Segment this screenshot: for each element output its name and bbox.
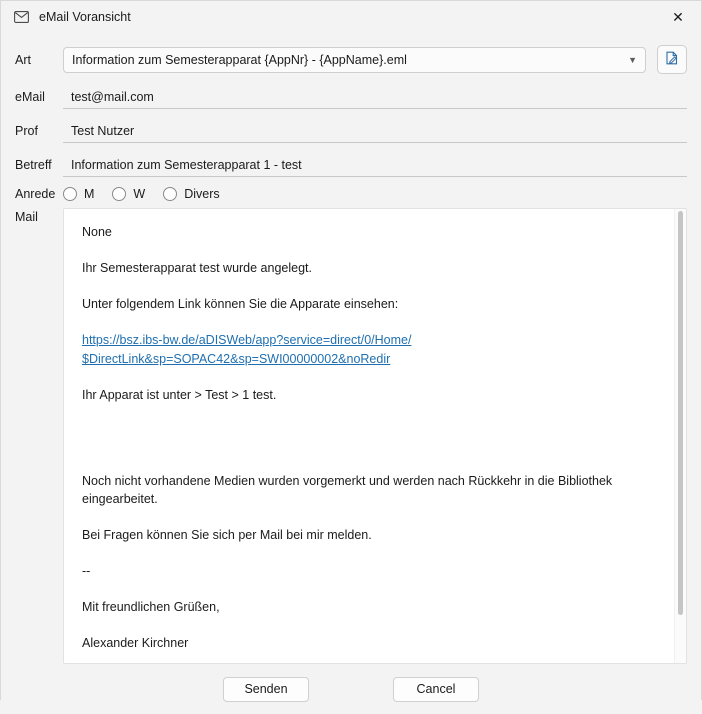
mail-line-4: Noch nicht vorhandene Medien wurden vorgemerkt und werden nach Rückkehr in die Bibliothek eingearbeitet. [82,473,613,506]
radio-circle-icon [163,187,177,201]
chevron-down-icon: ▼ [628,54,637,65]
email-label: eMail [15,90,45,104]
prof-input[interactable]: Test Nutzer [63,119,687,143]
edit-document-icon [664,50,680,69]
apparate-link-line2: $DirectLink&sp=SOPAC42&sp=SWI00000002&noRedir [82,351,391,366]
art-row [15,45,687,74]
mail-scrollbar-thumb[interactable] [678,211,683,615]
mail-line-7: Mit freundlichen Grüßen, [82,600,220,615]
anrede-option-w-label: W [133,187,146,201]
art-select[interactable] [63,47,646,73]
betreff-input[interactable]: Information zum Semesterapparat 1 - test [63,153,687,177]
cancel-button[interactable]: Cancel [393,677,479,702]
mail-body-content [64,209,686,664]
anrede-option-divers-label: Divers [184,187,220,201]
anrede-label: Anrede [15,187,56,201]
form-area [1,33,701,664]
anrede-radio-group [63,187,238,201]
edit-template-button[interactable] [657,45,687,74]
email-row [15,83,687,111]
apparate-link[interactable] [82,331,668,367]
mail-label: Mail [15,210,38,224]
mail-line-1: Ihr Semesterapparat test wurde angelegt. [82,261,312,276]
title-bar [1,1,701,33]
anrede-option-m-label: M [84,187,95,201]
mail-body-textarea[interactable] [63,208,687,664]
mail-row [15,208,687,664]
apparate-link-line1: https://bsz.ibs-bw.de/aDISWeb/app?service=direct/0/Home/ [82,333,412,348]
anrede-option-w[interactable] [112,187,145,201]
mail-line-3: Ihr Apparat ist unter > Test > 1 test. [82,387,277,402]
art-selected-value: Information zum Semesterapparat {AppNr} - {AppName}.eml [72,52,407,67]
anrede-row [15,187,687,201]
mail-line-6: -- [82,564,91,579]
anrede-option-m[interactable] [63,187,94,201]
mail-line-none: None [82,225,112,239]
mail-line-8: Alexander Kirchner [82,636,189,651]
mail-scrollbar[interactable] [674,209,686,663]
mail-icon [13,9,30,26]
radio-circle-icon [112,187,126,201]
footer-bar [1,664,701,714]
send-button[interactable]: Senden [223,677,309,702]
prof-label: Prof [15,124,38,138]
mail-line-2: Unter folgendem Link können Sie die Apparate einsehen: [82,297,399,312]
betreff-label: Betreff [15,158,52,172]
anrede-option-divers[interactable] [163,187,219,201]
mail-line-5: Bei Fragen können Sie sich per Mail bei mir melden. [82,528,372,542]
close-icon[interactable]: ✕ [672,8,684,25]
betreff-row [15,151,687,179]
mail-spacer [82,422,668,472]
window-title: eMail Voransicht [39,10,131,24]
email-input[interactable]: test@mail.com [63,85,687,109]
prof-row [15,117,687,145]
radio-circle-icon [63,187,77,201]
art-label: Art [15,52,31,67]
